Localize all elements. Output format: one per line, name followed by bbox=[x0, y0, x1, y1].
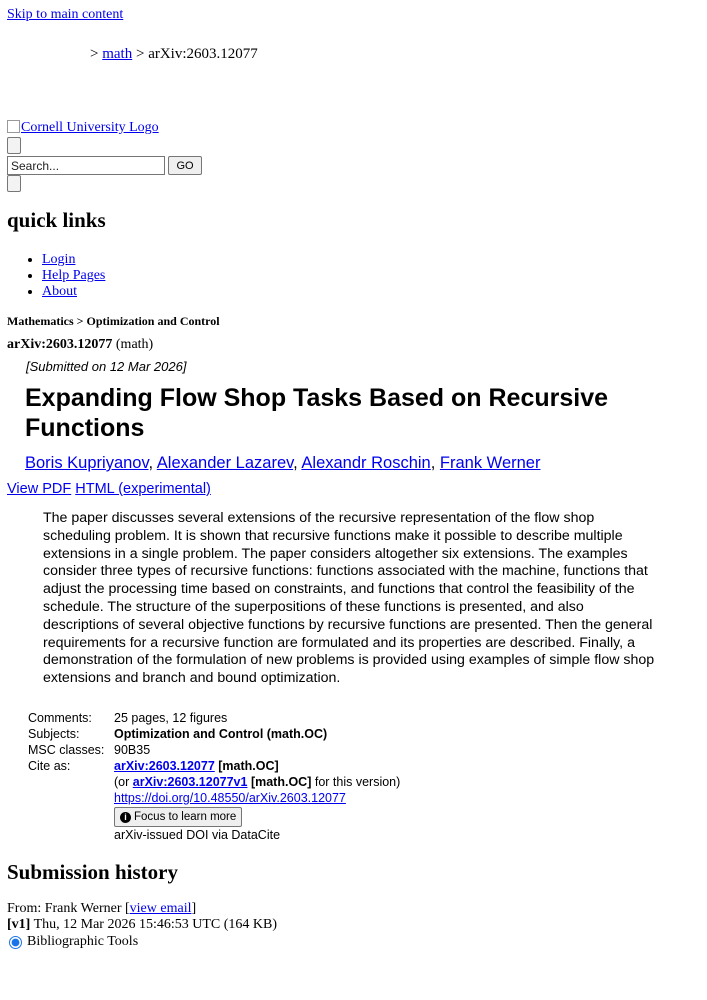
breadcrumb-current: arXiv:2603.12077 bbox=[148, 46, 258, 62]
search-input[interactable] bbox=[7, 156, 165, 175]
search-toggle-button[interactable] bbox=[7, 175, 21, 192]
from-suffix: ] bbox=[191, 901, 197, 916]
version-label: [v1] bbox=[7, 917, 31, 932]
about-link[interactable]: About bbox=[42, 284, 77, 299]
cite-version-line bbox=[114, 774, 400, 790]
cite-value bbox=[112, 758, 402, 843]
info-icon: i bbox=[120, 812, 131, 823]
metadata-table bbox=[26, 710, 402, 843]
breadcrumb bbox=[90, 46, 258, 63]
view-pdf-link[interactable]: View PDF bbox=[7, 481, 72, 497]
view-email-link[interactable]: view email bbox=[129, 901, 192, 916]
version-date: Thu, 12 Mar 2026 15:46:53 UTC (164 KB) bbox=[33, 917, 278, 932]
version-category: [math.OC] bbox=[250, 775, 312, 789]
arxiv-id: arXiv:2603.12077 bbox=[7, 337, 113, 352]
focus-learn-more-button[interactable] bbox=[114, 807, 242, 827]
submission-history-heading: Submission history bbox=[7, 860, 178, 884]
list-item bbox=[42, 268, 105, 284]
subjects-label: Subjects: bbox=[28, 727, 80, 741]
table-row bbox=[26, 726, 402, 742]
view-links bbox=[7, 481, 211, 497]
comments-value: 25 pages, 12 figures bbox=[114, 711, 228, 725]
table-row bbox=[26, 742, 402, 758]
msc-label: MSC classes: bbox=[28, 743, 105, 757]
cite-line bbox=[114, 758, 400, 774]
bibliographic-tools-tab bbox=[9, 934, 138, 950]
arxiv-id-line bbox=[7, 337, 153, 353]
msc-value: 90B35 bbox=[114, 743, 151, 757]
authors-list: Boris Kupriyanov, Alexander Lazarev, Alexandr Roschin, Frank Werner bbox=[25, 454, 541, 472]
doi-note: arXiv-issued DOI via DataCite bbox=[114, 828, 281, 842]
skip-to-main-link[interactable]: Skip to main content bbox=[7, 7, 124, 22]
or-prefix: (or bbox=[114, 775, 130, 789]
submission-date: [Submitted on 12 Mar 2026] bbox=[26, 359, 187, 374]
table-row bbox=[26, 710, 402, 726]
paper-title: Expanding Flow Shop Tasks Based on Recursive Functions bbox=[25, 384, 609, 442]
quick-links-heading: quick links bbox=[7, 208, 106, 232]
breadcrumb-math-link[interactable]: math bbox=[102, 46, 133, 62]
from-prefix: From: Frank Werner [ bbox=[7, 901, 130, 916]
subject-breadcrumb: Mathematics > Optimization and Control bbox=[7, 314, 220, 328]
breadcrumb-separator: > bbox=[135, 46, 145, 62]
bibliographic-tools-radio[interactable] bbox=[9, 936, 22, 949]
focus-wrapper bbox=[114, 806, 400, 827]
quick-links-list bbox=[22, 252, 105, 300]
cite-category: [math.OC] bbox=[218, 759, 279, 773]
author-link[interactable]: Alexander Lazarev bbox=[156, 454, 294, 472]
subjects-value: Optimization and Control (math.OC) bbox=[114, 727, 328, 741]
version-entry bbox=[7, 917, 277, 933]
version-suffix: for this version) bbox=[314, 775, 401, 789]
cornell-logo-alt: Cornell University Logo bbox=[21, 120, 159, 135]
doi-line bbox=[114, 790, 400, 806]
breadcrumb-separator: > bbox=[90, 46, 99, 62]
bibliographic-tools-label: Bibliographic Tools bbox=[27, 934, 139, 949]
help-pages-link[interactable]: Help Pages bbox=[42, 268, 106, 283]
author-link[interactable]: Frank Werner bbox=[439, 454, 541, 472]
cite-version-link[interactable]: arXiv:2603.12077v1 bbox=[132, 775, 248, 789]
cite-label: Cite as: bbox=[28, 759, 71, 773]
doi-link[interactable]: https://doi.org/10.48550/arXiv.2603.12077 bbox=[114, 791, 346, 805]
table-row bbox=[26, 758, 402, 843]
cornell-logo-link[interactable] bbox=[7, 120, 159, 136]
search-go-button[interactable]: GO bbox=[168, 156, 202, 175]
abstract: The paper discusses several extensions of the recursive representation of the flow shop scheduling problem. It is shown that recursive functions make it possible to describe multiple extensions in a single problem. The paper considers altogether six extensions. The examples consider three types of recursive functions: functions associated with the machine, functions that adjust the processing time based on constraints, and functions that control the feasibility of the schedule. The structure of the superpositions of these functions is presented, and also descriptions of several objective functions by recursive functions are presented. Then the general requirements for a recursive function are formulated and its properties are described. Finally, a demonstration of the formulation of new problems is provided using examples of simple flow shop extensions and branch and bound optimization. bbox=[43, 510, 655, 687]
submitter-line bbox=[7, 901, 196, 917]
list-item bbox=[42, 284, 105, 300]
html-experimental-link[interactable]: HTML (experimental) bbox=[75, 481, 211, 497]
list-item bbox=[42, 252, 105, 268]
login-link[interactable]: Login bbox=[42, 252, 76, 267]
comments-label: Comments: bbox=[28, 711, 92, 725]
focus-button-label: Focus to learn more bbox=[134, 811, 237, 823]
arxiv-category: (math) bbox=[115, 337, 154, 352]
cite-arxiv-link[interactable]: arXiv:2603.12077 bbox=[114, 759, 215, 773]
author-link[interactable]: Boris Kupriyanov bbox=[25, 454, 149, 472]
author-link[interactable]: Alexandr Roschin bbox=[301, 454, 431, 472]
menu-toggle-button[interactable] bbox=[7, 137, 21, 154]
broken-image-icon bbox=[7, 120, 20, 133]
